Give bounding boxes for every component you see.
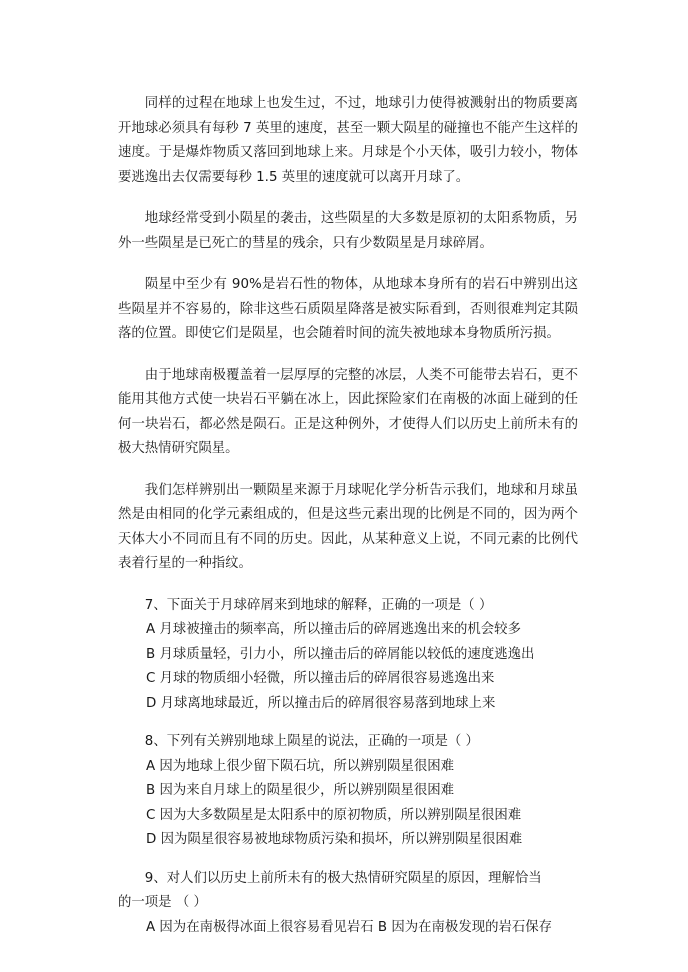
option-a: A 因为地球上很少留下陨石坑，所以辨别陨星很困难 bbox=[146, 758, 455, 774]
paragraph-1: 同样的过程在地球上也发生过，不过，地球引力使得被溅射出的物质要离开地球必须具有每秒 7 英里的速度，甚至一颗大陨星的碰撞也不能产生这样的速度。于是爆炸物质又落回到地球上来。月球是个小天体，吸引力较小，物体要逃逸出去仅需要每秒 1.5 英里的速度就可以离开月球了。 bbox=[118, 96, 578, 185]
document-page bbox=[118, 92, 578, 954]
question-9 bbox=[118, 867, 578, 941]
paragraph-2: 地球经常受到小陨星的袭击，这些陨星的大多数是原初的太阳系物质，另外一些陨星是已死亡的彗星的残余，只有少数陨星是月球碎屑。 bbox=[118, 211, 578, 251]
question-8 bbox=[118, 730, 578, 853]
option-b: B 月球质量轻，引力小，所以撞击后的碎屑能以较低的速度逃逸出 bbox=[146, 646, 535, 662]
option-a-b: A 因为在南极得冰面上很容易看见岩石 B 因为在南极发现的岩石保存 bbox=[146, 919, 553, 935]
paragraph-3: 陨星中至少有 90%是岩石性的物体，从地球本身所有的岩石中辨别出这些陨星并不容易的，除非这些石质陨星降落是被实际看到，否则很难判定其陨落的位置。即使它们是陨星，也会随着时间的流失被地球本身物质所污损。 bbox=[118, 277, 578, 341]
question-7 bbox=[118, 594, 578, 717]
question-stem: 7、下面关于月球碎屑来到地球的解释，正确的一项是（ ） bbox=[144, 597, 493, 613]
option-d: D 因为陨星很容易被地球物质污染和损坏，所以辨别陨星很困难 bbox=[146, 832, 523, 847]
option-a: A 月球被撞击的频率高，所以撞击后的碎屑逃逸出来的机会较多 bbox=[146, 622, 521, 637]
question-stem: 8、下列有关辨别地球上陨星的说法，正确的一项是（ ） bbox=[144, 734, 479, 749]
question-stem-line-1: 9、对人们以历史上前所未有的极大热情研究陨星的原因，理解恰当 bbox=[144, 870, 542, 886]
paragraph-4: 由于地球南极覆盖着一层厚厚的完整的冰层，人类不可能带去岩石，更不能用其他方式使一块岩石平躺在冰上，因此探险家们在南极的冰面上碰到的任何一块岩石，都必然是陨石。正是这种例外，才使得人们以历史上前所未有的极大热情研究陨星。 bbox=[118, 367, 578, 456]
option-c: C 月球的物质细小轻微，所以撞击后的碎屑很容易逃逸出来 bbox=[146, 671, 495, 686]
question-stem-line-2: 的一项是 （ ） bbox=[118, 895, 207, 910]
paragraph-5: 我们怎样辨别出一颗陨星来源于月球呢化学分析告示我们，地球和月球虽然是由相同的化学元素组成的，但是这些元素出现的比例是不同的，因为两个天体大小不同而且有不同的历史。因此，从某种意义上说，不同元素的比例代表着行星的一种指纹。 bbox=[118, 482, 578, 571]
option-b: B 因为来自月球上的陨星很少，所以辨别陨星很困难 bbox=[146, 783, 455, 798]
option-c: C 因为大多数陨星是太阳系中的原初物质，所以辨别陨星很困难 bbox=[146, 807, 522, 823]
option-d: D 月球离地球最近，所以撞击后的碎屑很容易落到地球上来 bbox=[146, 695, 496, 711]
